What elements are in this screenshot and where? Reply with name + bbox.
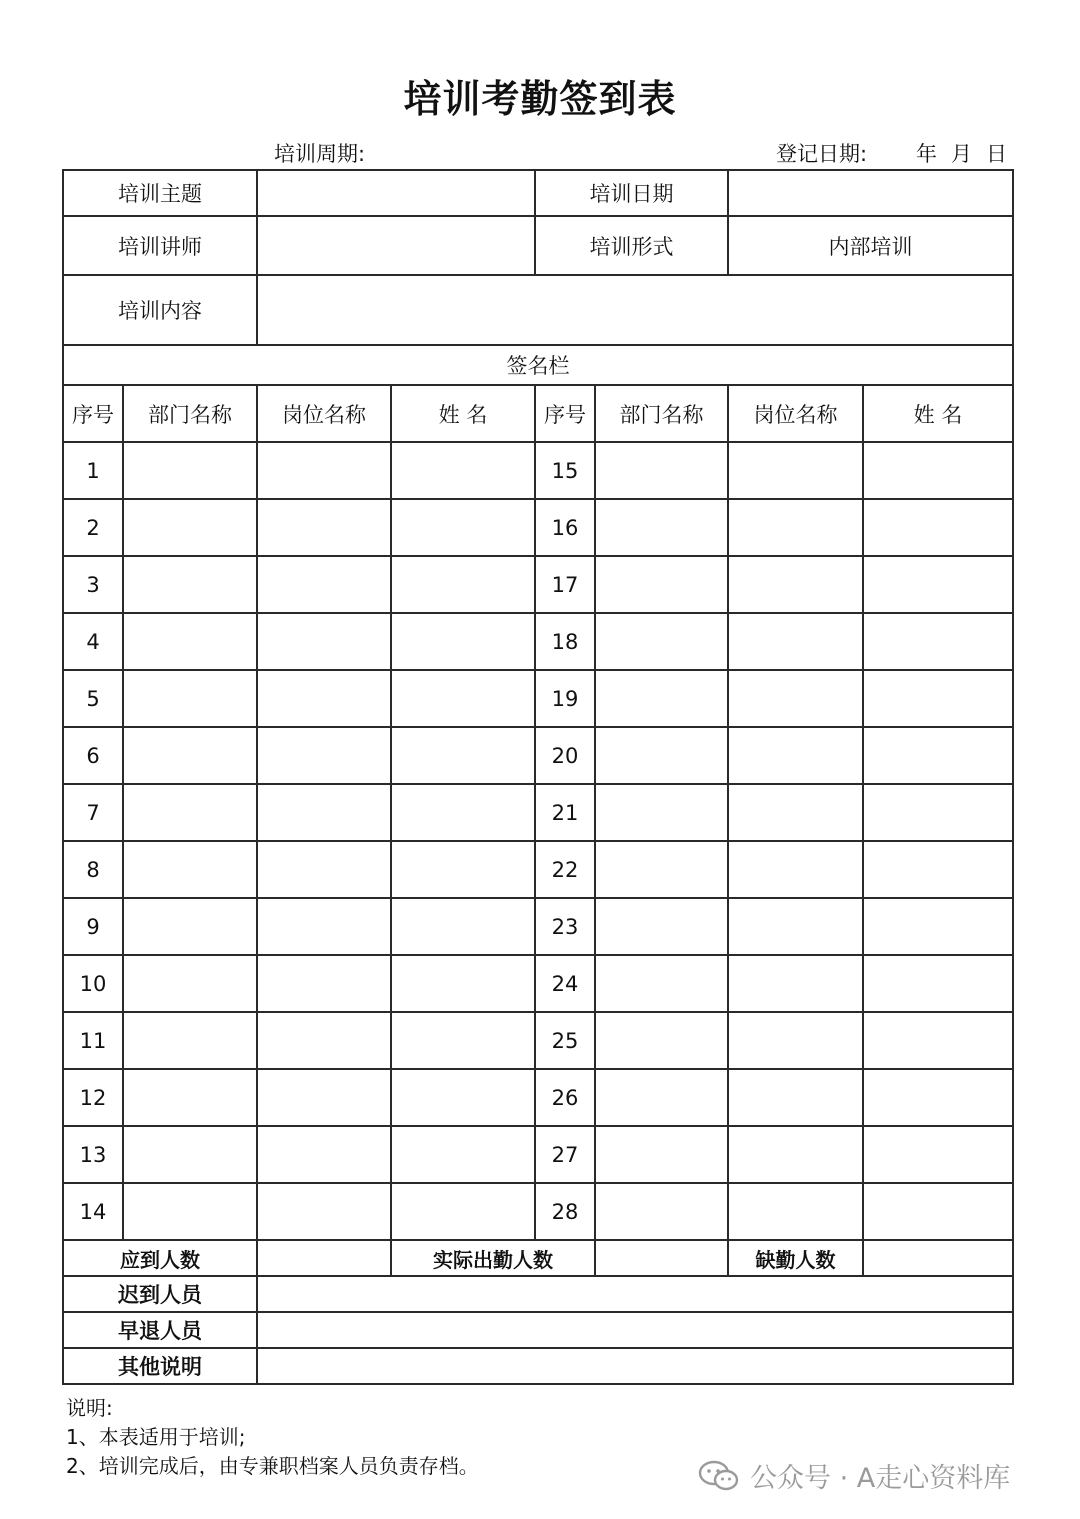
name-cell[interactable] <box>391 841 535 898</box>
table-row <box>63 556 1013 613</box>
content-label: 培训内容 <box>63 275 257 345</box>
department-cell[interactable] <box>123 784 257 841</box>
row-number: 16 <box>535 499 595 556</box>
row-number: 24 <box>535 955 595 1012</box>
row-number: 28 <box>535 1183 595 1240</box>
position-cell[interactable] <box>257 1069 391 1126</box>
name-cell[interactable] <box>391 1126 535 1183</box>
position-header: 岗位名称 <box>257 385 391 442</box>
name-cell[interactable] <box>863 784 1013 841</box>
row-number: 17 <box>535 556 595 613</box>
registration-date-fields <box>916 138 1021 168</box>
department-cell[interactable] <box>123 499 257 556</box>
name-cell[interactable] <box>863 898 1013 955</box>
early-value[interactable] <box>257 1312 1013 1348</box>
position-header: 岗位名称 <box>728 385 863 442</box>
name-cell[interactable] <box>391 442 535 499</box>
name-cell[interactable] <box>863 670 1013 727</box>
topic-value[interactable] <box>257 170 535 216</box>
name-cell[interactable] <box>391 670 535 727</box>
department-cell[interactable] <box>123 442 257 499</box>
training-date-value[interactable] <box>728 170 1013 216</box>
name-cell[interactable] <box>391 955 535 1012</box>
row-number: 14 <box>63 1183 123 1240</box>
training-period-label: 培训周期: <box>274 142 366 166</box>
department-cell[interactable] <box>595 442 728 499</box>
department-header: 部门名称 <box>123 385 257 442</box>
position-cell[interactable] <box>728 1012 863 1069</box>
position-cell[interactable] <box>728 841 863 898</box>
row-number: 11 <box>63 1012 123 1069</box>
department-cell[interactable] <box>595 1126 728 1183</box>
position-cell[interactable] <box>257 1183 391 1240</box>
department-cell[interactable] <box>123 556 257 613</box>
department-cell[interactable] <box>123 613 257 670</box>
name-cell[interactable] <box>863 556 1013 613</box>
department-cell[interactable] <box>595 499 728 556</box>
lecturer-value[interactable] <box>257 216 535 275</box>
department-cell[interactable] <box>123 727 257 784</box>
registration-date-label: 登记日期: <box>776 142 868 166</box>
note-item: 2、培训完成后，由专兼职档案人员负责存档。 <box>66 1454 479 1478</box>
row-number: 5 <box>63 670 123 727</box>
attendance-sheet <box>62 169 1014 1385</box>
watermark <box>698 1456 1010 1495</box>
name-cell[interactable] <box>391 1012 535 1069</box>
row-number: 25 <box>535 1012 595 1069</box>
late-value[interactable] <box>257 1276 1013 1312</box>
row-number: 26 <box>535 1069 595 1126</box>
position-cell[interactable] <box>728 670 863 727</box>
row-number: 23 <box>535 898 595 955</box>
position-cell[interactable] <box>728 955 863 1012</box>
name-cell[interactable] <box>863 1126 1013 1183</box>
department-cell[interactable] <box>123 1069 257 1126</box>
position-cell[interactable] <box>257 613 391 670</box>
row-number: 2 <box>63 499 123 556</box>
position-cell[interactable] <box>257 898 391 955</box>
position-cell[interactable] <box>728 727 863 784</box>
table-row <box>63 1069 1013 1126</box>
position-cell[interactable] <box>257 556 391 613</box>
table-row <box>63 670 1013 727</box>
department-cell[interactable] <box>595 727 728 784</box>
seq-header: 序号 <box>535 385 595 442</box>
note-item: 1、本表适用于培训; <box>66 1425 246 1449</box>
actual-count-label: 实际出勤人数 <box>391 1240 595 1276</box>
row-number: 20 <box>535 727 595 784</box>
signature-section-header: 签名栏 <box>63 345 1013 385</box>
position-cell[interactable] <box>257 670 391 727</box>
table-row <box>63 499 1013 556</box>
name-header: 姓 名 <box>863 385 1013 442</box>
wechat-icon <box>698 1459 740 1493</box>
late-label: 迟到人员 <box>63 1276 257 1312</box>
absent-count-label: 缺勤人数 <box>728 1240 863 1276</box>
name-cell[interactable] <box>391 727 535 784</box>
name-cell[interactable] <box>863 727 1013 784</box>
format-value[interactable]: 内部培训 <box>728 216 1013 275</box>
department-header: 部门名称 <box>595 385 728 442</box>
year-label: 年 <box>916 142 937 166</box>
position-cell[interactable] <box>257 1012 391 1069</box>
table-row <box>63 1012 1013 1069</box>
position-cell[interactable] <box>257 1126 391 1183</box>
table-row <box>63 1183 1013 1240</box>
name-cell[interactable] <box>391 898 535 955</box>
row-number: 18 <box>535 613 595 670</box>
department-cell[interactable] <box>595 841 728 898</box>
department-cell[interactable] <box>123 898 257 955</box>
name-cell[interactable] <box>391 784 535 841</box>
other-value[interactable] <box>257 1348 1013 1384</box>
name-cell[interactable] <box>863 442 1013 499</box>
table-row <box>63 841 1013 898</box>
department-cell[interactable] <box>123 841 257 898</box>
table-row <box>63 784 1013 841</box>
position-cell[interactable] <box>728 1126 863 1183</box>
absent-count-value[interactable] <box>863 1240 1013 1276</box>
position-cell[interactable] <box>257 784 391 841</box>
department-cell[interactable] <box>123 955 257 1012</box>
actual-count-value[interactable] <box>595 1240 728 1276</box>
name-cell[interactable] <box>863 955 1013 1012</box>
position-cell[interactable] <box>728 442 863 499</box>
department-cell[interactable] <box>595 670 728 727</box>
day-label: 日 <box>986 142 1007 166</box>
row-number: 12 <box>63 1069 123 1126</box>
position-cell[interactable] <box>728 556 863 613</box>
row-number: 1 <box>63 442 123 499</box>
table-row <box>63 613 1013 670</box>
name-cell[interactable] <box>391 1183 535 1240</box>
seq-header: 序号 <box>63 385 123 442</box>
training-date-label: 培训日期 <box>535 170 728 216</box>
notes-heading: 说明: <box>66 1396 113 1420</box>
position-cell[interactable] <box>728 1069 863 1126</box>
row-number: 22 <box>535 841 595 898</box>
row-number: 10 <box>63 955 123 1012</box>
row-number: 7 <box>63 784 123 841</box>
row-number: 6 <box>63 727 123 784</box>
row-number: 15 <box>535 442 595 499</box>
row-number: 8 <box>63 841 123 898</box>
lecturer-label: 培训讲师 <box>63 216 257 275</box>
other-label: 其他说明 <box>63 1348 257 1384</box>
row-number: 9 <box>63 898 123 955</box>
department-cell[interactable] <box>595 898 728 955</box>
watermark-text: 公众号 · A走心资料库 <box>750 1463 1011 1494</box>
position-cell[interactable] <box>257 841 391 898</box>
position-cell[interactable] <box>728 784 863 841</box>
early-label: 早退人员 <box>63 1312 257 1348</box>
format-label: 培训形式 <box>535 216 728 275</box>
row-number: 21 <box>535 784 595 841</box>
position-cell[interactable] <box>257 499 391 556</box>
name-cell[interactable] <box>863 1183 1013 1240</box>
department-cell[interactable] <box>595 955 728 1012</box>
table-row <box>63 898 1013 955</box>
department-cell[interactable] <box>123 670 257 727</box>
table-row <box>63 1126 1013 1183</box>
row-number: 13 <box>63 1126 123 1183</box>
content-value[interactable] <box>257 275 1013 345</box>
table-row <box>63 727 1013 784</box>
name-cell[interactable] <box>863 1012 1013 1069</box>
row-number: 4 <box>63 613 123 670</box>
department-cell[interactable] <box>123 1126 257 1183</box>
table-row <box>63 442 1013 499</box>
position-cell[interactable] <box>728 898 863 955</box>
month-label: 月 <box>951 142 972 166</box>
department-cell[interactable] <box>595 613 728 670</box>
department-cell[interactable] <box>123 1012 257 1069</box>
department-cell[interactable] <box>595 1012 728 1069</box>
name-cell[interactable] <box>391 613 535 670</box>
name-cell[interactable] <box>863 499 1013 556</box>
department-cell[interactable] <box>123 1183 257 1240</box>
name-cell[interactable] <box>863 841 1013 898</box>
position-cell[interactable] <box>728 499 863 556</box>
row-number: 19 <box>535 670 595 727</box>
position-cell[interactable] <box>257 442 391 499</box>
table-row <box>63 955 1013 1012</box>
department-cell[interactable] <box>595 556 728 613</box>
name-header: 姓 名 <box>391 385 535 442</box>
document-title: 培训考勤签到表 <box>403 77 677 121</box>
name-cell[interactable] <box>391 1069 535 1126</box>
department-cell[interactable] <box>595 784 728 841</box>
department-cell[interactable] <box>595 1183 728 1240</box>
position-cell[interactable] <box>728 1183 863 1240</box>
name-cell[interactable] <box>391 499 535 556</box>
name-cell[interactable] <box>863 1069 1013 1126</box>
position-cell[interactable] <box>257 955 391 1012</box>
row-number: 3 <box>63 556 123 613</box>
position-cell[interactable] <box>257 727 391 784</box>
row-number: 27 <box>535 1126 595 1183</box>
expected-count-label: 应到人数 <box>63 1240 257 1276</box>
name-cell[interactable] <box>391 556 535 613</box>
expected-count-value[interactable] <box>257 1240 391 1276</box>
department-cell[interactable] <box>595 1069 728 1126</box>
notes <box>66 1394 479 1481</box>
name-cell[interactable] <box>863 613 1013 670</box>
topic-label: 培训主题 <box>63 170 257 216</box>
position-cell[interactable] <box>728 613 863 670</box>
